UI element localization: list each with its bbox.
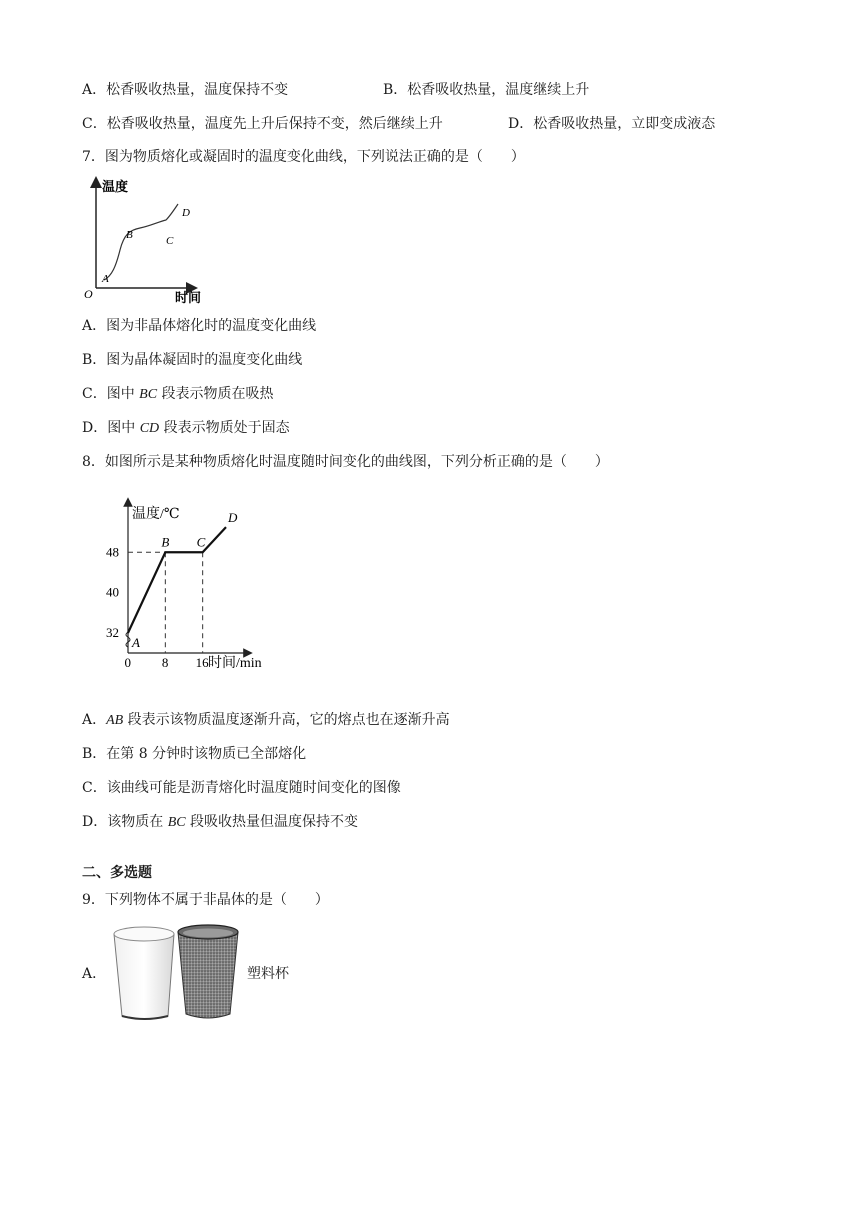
- q8-stem: 8．如图所示是某种物质熔化时温度随时间变化的曲线图，下列分析正确的是（ ）: [82, 454, 609, 470]
- q7-point-d: D: [182, 207, 190, 219]
- q7-option-d[interactable]: D．图中 CD 段表示物质处于固态: [82, 420, 290, 436]
- plastic-cups-image[interactable]: [108, 922, 244, 1024]
- q7-origin: O: [84, 287, 93, 301]
- q6-option-c[interactable]: C．松香吸收热量，温度先上升后保持不变，然后继续上升: [82, 116, 443, 132]
- q8-y-label: 温度/℃: [132, 507, 180, 522]
- q6-option-a[interactable]: A．松香吸收热量，温度保持不变: [82, 82, 289, 98]
- q8-y-tick-32: 32: [106, 624, 119, 640]
- q8-series-line: [128, 527, 226, 633]
- q8-melting-chart: [100, 496, 270, 676]
- q8-option-c[interactable]: C．该曲线可能是沥青熔化时温度随时间变化的图像: [82, 780, 401, 796]
- q9-option-a-label[interactable]: A．: [82, 966, 107, 982]
- q6-option-d[interactable]: D．松香吸收热量，立即变成液态: [508, 116, 716, 132]
- q8-y-tick-48: 48: [106, 544, 119, 560]
- q7-point-b: B: [126, 229, 133, 241]
- q7-point-a: A: [102, 273, 109, 285]
- q8-point-label-a: A: [132, 634, 140, 650]
- q8-point-label-d: D: [228, 510, 238, 526]
- q8-x-tick-8: 8: [161, 655, 169, 670]
- q8-option-d[interactable]: D．该物质在 BC 段吸收热量但温度保持不变: [82, 814, 359, 830]
- q8-option-b[interactable]: B．在第 8 分钟时该物质已全部熔化: [82, 746, 307, 762]
- q8-point-label-b: B: [161, 534, 170, 550]
- q8-x-label: 时间/min: [208, 656, 262, 671]
- q8-point-label-c: C: [196, 534, 206, 550]
- section-title: 二、多选题: [82, 865, 152, 881]
- q7-x-label: 时间: [175, 290, 202, 304]
- q7-option-a[interactable]: A．图为非晶体熔化时的温度变化曲线: [82, 318, 317, 334]
- q9-stem: 9．下列物体不属于非晶体的是（ ）: [82, 892, 329, 908]
- q7-point-c: C: [166, 235, 174, 247]
- q7-stem: 7．图为物质熔化或凝固时的温度变化曲线，下列说法正确的是（ ）: [82, 149, 525, 165]
- q8-x-tick-0: 0: [124, 655, 131, 670]
- q7-option-c[interactable]: C．图中 BC 段表示物质在吸热: [82, 386, 274, 402]
- q7-y-label: 温度: [102, 179, 129, 194]
- q8-x-tick-16: 16: [195, 655, 209, 670]
- q7-option-b[interactable]: B．图为晶体凝固时的温度变化曲线: [82, 352, 303, 368]
- q9-option-a-caption: 塑料杯: [247, 966, 289, 982]
- q8-y-tick-40: 40: [106, 584, 119, 600]
- q8-option-a[interactable]: A．AB 段表示该物质温度逐渐升高，它的熔点也在逐渐升高: [82, 712, 450, 728]
- q7-curve-graph: [82, 176, 222, 304]
- q6-option-b[interactable]: B．松香吸收热量，温度继续上升: [383, 82, 590, 98]
